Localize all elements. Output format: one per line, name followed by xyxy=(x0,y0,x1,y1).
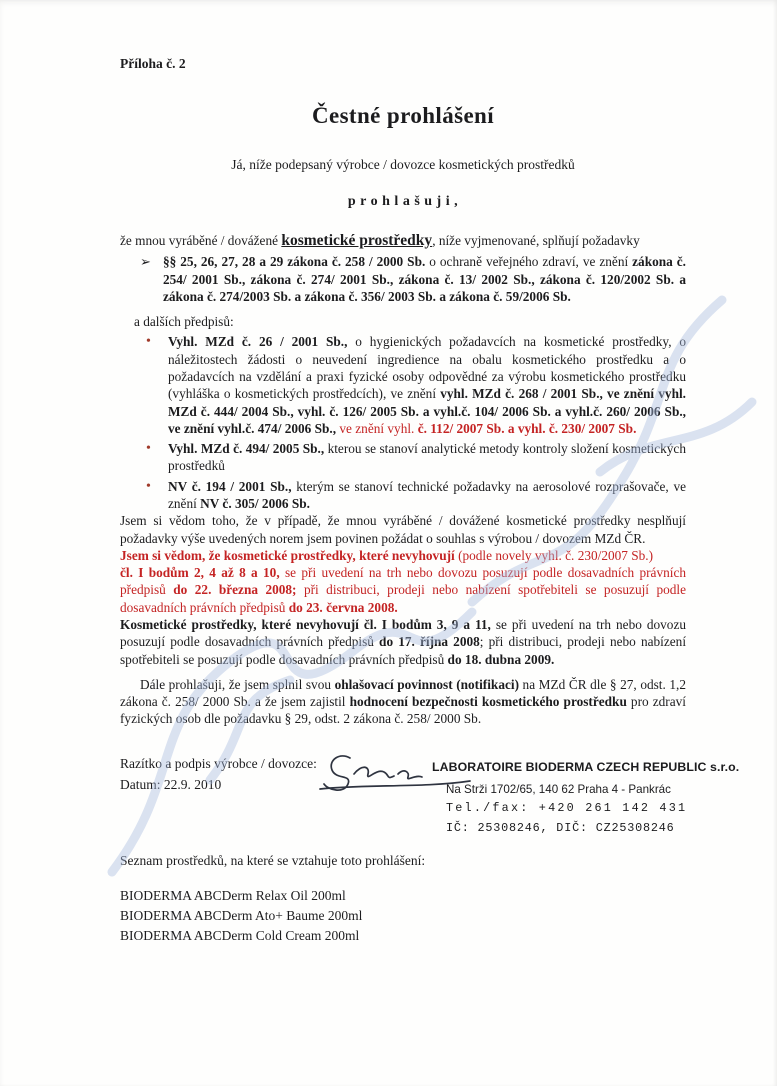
product-item: BIODERMA ABCDerm Ato+ Baume 200ml xyxy=(120,908,363,924)
text-run: , níže vyjmenované, splňují požadavky xyxy=(432,233,640,249)
product-list xyxy=(120,886,686,947)
regulation-item xyxy=(120,333,686,437)
text-run: čl. I bodům 2, 4 až 8 a 10, xyxy=(120,565,280,581)
other-regulations-label: a dalších předpisů: xyxy=(134,314,234,330)
text-run: Vyhl. MZd č. 494/ 2005 Sb., xyxy=(168,441,325,457)
text-run: Jsem si vědom, že kosmetické prostředky, které nevyhovují xyxy=(120,547,459,563)
text-run: hodnocení bezpečnosti kosmetického prostředku xyxy=(349,694,627,710)
regulation-item xyxy=(120,478,686,513)
text-run: při distribuci, prodeji nebo nabízení spotřebiteli se posuzují podle dosavadních právních předpisů xyxy=(120,582,686,615)
regulation-list xyxy=(120,333,686,512)
text-run: Vyhl. MZd č. 26 / 2001 Sb., xyxy=(168,334,348,350)
paragraph-deadlines-black xyxy=(120,616,686,668)
text-run: §§ 25, 26, 27, 28 a 29 zákona č. 258 / 2000 Sb. xyxy=(163,254,426,270)
paragraph-products-intro xyxy=(120,231,686,251)
text-run: do 23. června 2008. xyxy=(288,599,398,615)
paragraph-deadlines-red xyxy=(120,564,686,616)
text-run: NV č. 194 / 2001 Sb., xyxy=(168,478,292,494)
paragraph-regulation-3 xyxy=(168,478,686,513)
text-run: ve znění vyhl. xyxy=(339,420,418,436)
text-run: pro zdraví fyzických osob dle požadavku § 29, odst. 2 zákona č. 258/ 2000 Sb. xyxy=(120,694,686,727)
annex-label: Příloha č. 2 xyxy=(120,56,186,71)
product-item: BIODERMA ABCDerm Relax Oil 200ml xyxy=(120,887,346,903)
intro-line: Já, níže podepsaný výrobce / dovozce kosmetických prostředků xyxy=(231,157,575,173)
signature-footer xyxy=(120,754,742,837)
text-run: se při uvedení na trh nebo dovozu posuzují podle dosavadních právních předpisů xyxy=(120,616,686,650)
text-run: do 22. března 2008; xyxy=(173,582,297,598)
paragraph-law xyxy=(163,253,686,305)
text-run: o hygienických požadavcích na kosmetické prostředky, o náležitostech žádosti o neuvedení ingredience na obalu kosmetického prostředku a o požadavcích na vzdělání a praxi fyzické osoby odpovědné za výrobu kosmetického prostředku (vyhláška o kosmetických prostředcích), ve znění xyxy=(168,334,686,402)
text-run: NV č. 305/ 2006 Sb. xyxy=(200,495,310,511)
text-run: Dále prohlašuji, že jsem splnil svou xyxy=(140,676,335,692)
text-run: do 17. října 2008 xyxy=(379,634,480,650)
company-address: Na Strži 1702/65, 140 62 Praha 4 - Pankrác xyxy=(446,782,671,796)
text-run: ; při distribuci, prodeji nebo nabízení spotřebiteli se posuzují podle dosavadních právních předpisů xyxy=(120,634,687,667)
text-run: vyhl. MZd č. 268 / 2001 Sb., ve znění vyhl. MZd č. 444/ 2004 Sb., vyhl. č. 126/ 2005 Sb. a vyhl.č. 104/ 2006 Sb. a vyhl.č. 260/ 2006 Sb., ve znění vyhl.č. 474/ 2006 Sb., xyxy=(168,386,686,436)
paragraph-awareness: Jsem si vědom toho, že v případě, že mnou vyráběné / dovážené kosmetické prostředky nesplňují požadavky výše uvedených norem jsem povinen požádat o souhlas s výrobou / dovozem MZd ČR. xyxy=(120,513,686,546)
text-run: ohlašovací povinnost (notifikaci) xyxy=(334,676,519,692)
product-item: BIODERMA ABCDerm Cold Cream 200ml xyxy=(120,928,360,944)
declaration-word: p r o h l a š u j i , xyxy=(347,193,459,209)
company-ic: IČ: 25308246, DIČ: CZ25308246 xyxy=(446,821,675,835)
text-run: na MZd ČR dle § 27, odst. 1,2 zákona č. 258/ 2000 Sb. a že jsem zajistil xyxy=(120,676,686,710)
text-run: o ochraně veřejného zdraví, ve znění xyxy=(425,254,633,270)
text-run: se při uvedení na trh nebo dovozu posuzují podle dosavadních právních předpisů xyxy=(120,565,686,598)
stamp-signature-block xyxy=(120,754,317,796)
bullet-icon: • xyxy=(146,441,151,457)
paragraph-regulation-1 xyxy=(168,333,686,437)
text-run: zákona č. 254/ 2001 Sb., zákona č. 274/ 2001 Sb., zákona č. 13/ 2002 Sb., zákona č. 120/2002 Sb. a zákona č. 274/2003 Sb. a zákona č. 356/ 2003 Sb. a zákona č. 59/2006 Sb. xyxy=(163,254,686,304)
company-telfax: Tel./fax: +420 261 142 431 xyxy=(446,800,688,815)
company-stamp xyxy=(432,754,742,837)
paragraph-notification xyxy=(120,676,686,728)
paragraph-noncompliant-red xyxy=(120,547,686,564)
bullet-icon: • xyxy=(146,478,151,494)
law-list-item xyxy=(120,253,686,305)
text-run: do 18. dubna 2009. xyxy=(447,651,555,667)
text-run: (podle novely vyhl. č. 230/2007 Sb.) xyxy=(458,547,654,563)
signature-scrawl xyxy=(314,744,474,796)
text-run: č. 112/ 2007 Sb. a vyhl. č. 230/ 2007 Sb. xyxy=(417,420,637,436)
text-run: kterým se stanoví technické požadavky na aerosolové rozprašovače, ve znění xyxy=(168,478,687,511)
text-run: kterou se stanoví analytické metody kontroly složení kosmetických prostředků xyxy=(168,441,686,474)
regulation-item xyxy=(120,440,686,475)
products-list-intro: Seznam prostředků, na které se vztahuje toto prohlášení: xyxy=(120,853,426,869)
text-run: Kosmetické prostředky, které nevyhovují čl. I bodům 3, 9 a 11, xyxy=(120,616,491,632)
text-run: kosmetické prostředky xyxy=(281,232,433,250)
company-name: LABORATOIRE BIODERMA CZECH REPUBLIC s.r.o. xyxy=(432,759,740,774)
arrow-bullet-icon: ➢ xyxy=(140,254,151,270)
bullet-icon: • xyxy=(146,334,151,350)
paragraph-regulation-2 xyxy=(168,440,686,475)
stamp-signature-label: Razítko a podpis výrobce / dovozce: xyxy=(120,755,317,771)
text-run: že mnou vyráběné / dovážené xyxy=(120,233,282,249)
date-line: Datum: 22.9. 2010 xyxy=(120,776,222,792)
document-title: Čestné prohlášení xyxy=(311,102,495,128)
